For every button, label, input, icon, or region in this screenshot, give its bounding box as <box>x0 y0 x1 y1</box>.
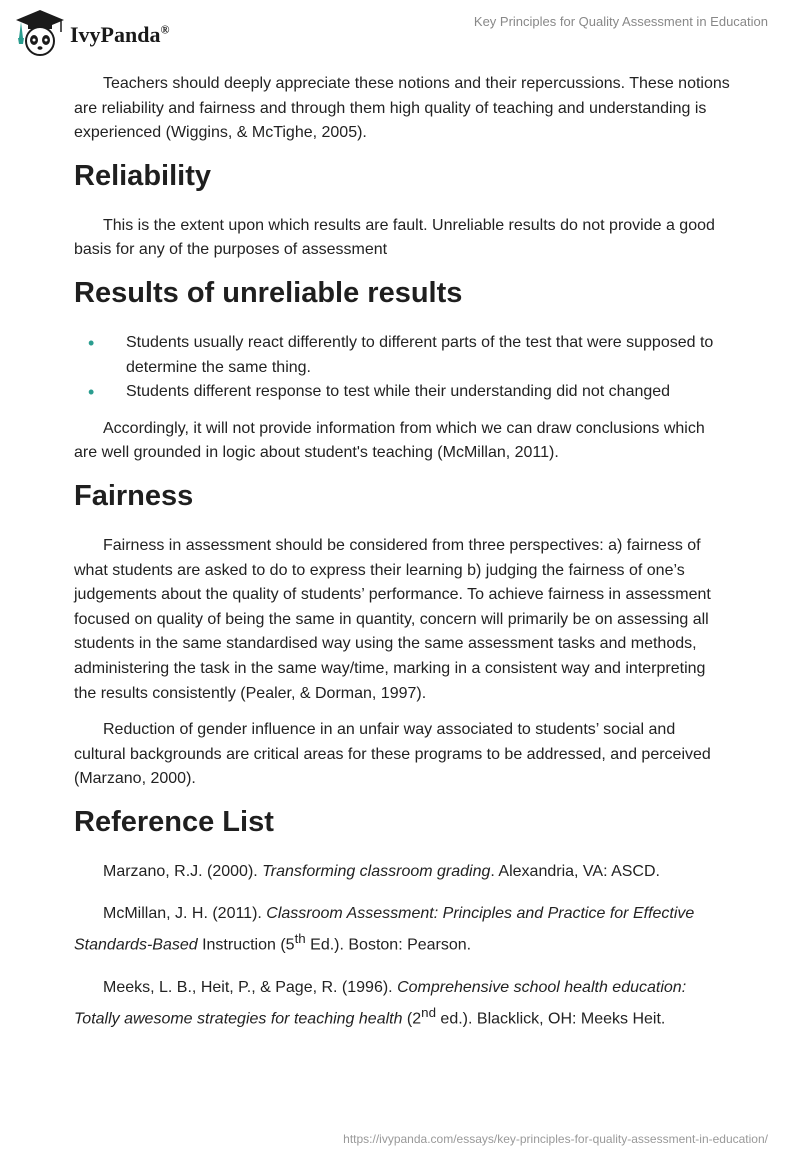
ref-authors: Meeks, L. B., Heit, P., & Page, R. (1996). <box>103 978 398 996</box>
reliability-heading: Reliability <box>74 159 211 192</box>
fairness-heading: Fairness <box>74 479 194 512</box>
fairness-paragraph-2: Reduction of gender influence in an unfair way associated to students’ social and cultural backgrounds are critical areas for these programs to be addressed, and perceived (Marzano, 2000). <box>74 721 711 788</box>
ref-authors: Marzano, R.J. (2000). <box>103 862 263 880</box>
bullet-icon: • <box>88 382 95 403</box>
reliability-paragraph: This is the extent upon which results are fault. Unreliable results do not provide a good basis for any of the purposes of assessment <box>74 216 715 259</box>
logo-text <box>70 22 169 48</box>
reference-list-heading: Reference List <box>74 805 274 838</box>
intro-paragraph: Teachers should deeply appreciate these notions and their repercussions. These notions are reliability and fairness and through them high quality of teaching and understanding is experienced (Wiggins, & McTighe, 2005). <box>74 75 730 142</box>
page-header <box>0 0 800 64</box>
fairness-paragraph-1: Fairness in assessment should be considered from three perspectives: a) fairness of what students are asked to do to express their learning b) judging the fairness of one’s judgements about the quality of students’ performance. To achieve fairness in assessment focused on quality of being the same in quantity, concern will primarily be on assessing all students in the same standardised way using the same assessment tasks and methods, administering the task in the same way/time, marking in a consistent way and interpreting the results consistently (Pealer, & Dorman, 1997). <box>74 536 711 702</box>
ref-title: Comprehensive school health education: Totally awesome strategies for teaching health <box>74 978 687 1027</box>
list-item-text: Students different response to test while their understanding did not changed <box>126 383 671 401</box>
registered-mark: ® <box>160 22 170 37</box>
unreliable-results-heading: Results of unreliable results <box>74 276 463 309</box>
reference-item <box>74 976 730 1032</box>
ivypanda-logo[interactable] <box>14 8 169 58</box>
essay-body <box>74 72 730 1050</box>
ref-edition: (2 <box>402 1009 422 1027</box>
panda-graduate-icon <box>14 8 66 58</box>
ref-title: Classroom Assessment: Principles and Practice for Effective Standards-Based <box>74 905 695 954</box>
reference-item <box>74 902 730 958</box>
ref-publisher: Ed.). Boston: Pearson. <box>305 936 472 954</box>
unreliable-conclusion-paragraph: Accordingly, it will not provide information from which we can draw conclusions which are well grounded in logic about student's teaching (McMillan, 2011). <box>74 419 705 462</box>
ref-title: Transforming classroom grading <box>262 862 491 880</box>
ref-publisher: . Alexandria, VA: ASCD. <box>490 862 660 880</box>
reference-item <box>74 860 730 885</box>
running-title: Key Principles for Quality Assessment in Education <box>473 14 768 29</box>
ref-authors: McMillan, J. H. (2011). <box>103 905 267 923</box>
ref-edition-sup: th <box>294 931 306 947</box>
list-item <box>74 380 730 405</box>
logo-wordmark: IvyPanda <box>70 22 161 47</box>
unreliable-results-list <box>74 331 730 405</box>
bullet-icon: • <box>88 332 95 353</box>
list-item <box>74 331 730 380</box>
ref-edition: Instruction (5 <box>197 936 295 954</box>
ref-edition-sup: nd <box>421 1004 436 1020</box>
list-item-text: Students usually react differently to different parts of the test that were supposed to determine the same thing. <box>126 333 714 376</box>
ref-publisher: ed.). Blacklick, OH: Meeks Heit. <box>435 1009 666 1027</box>
source-url[interactable]: https://ivypanda.com/essays/key-principles-for-quality-assessment-in-education/ <box>343 1132 768 1146</box>
